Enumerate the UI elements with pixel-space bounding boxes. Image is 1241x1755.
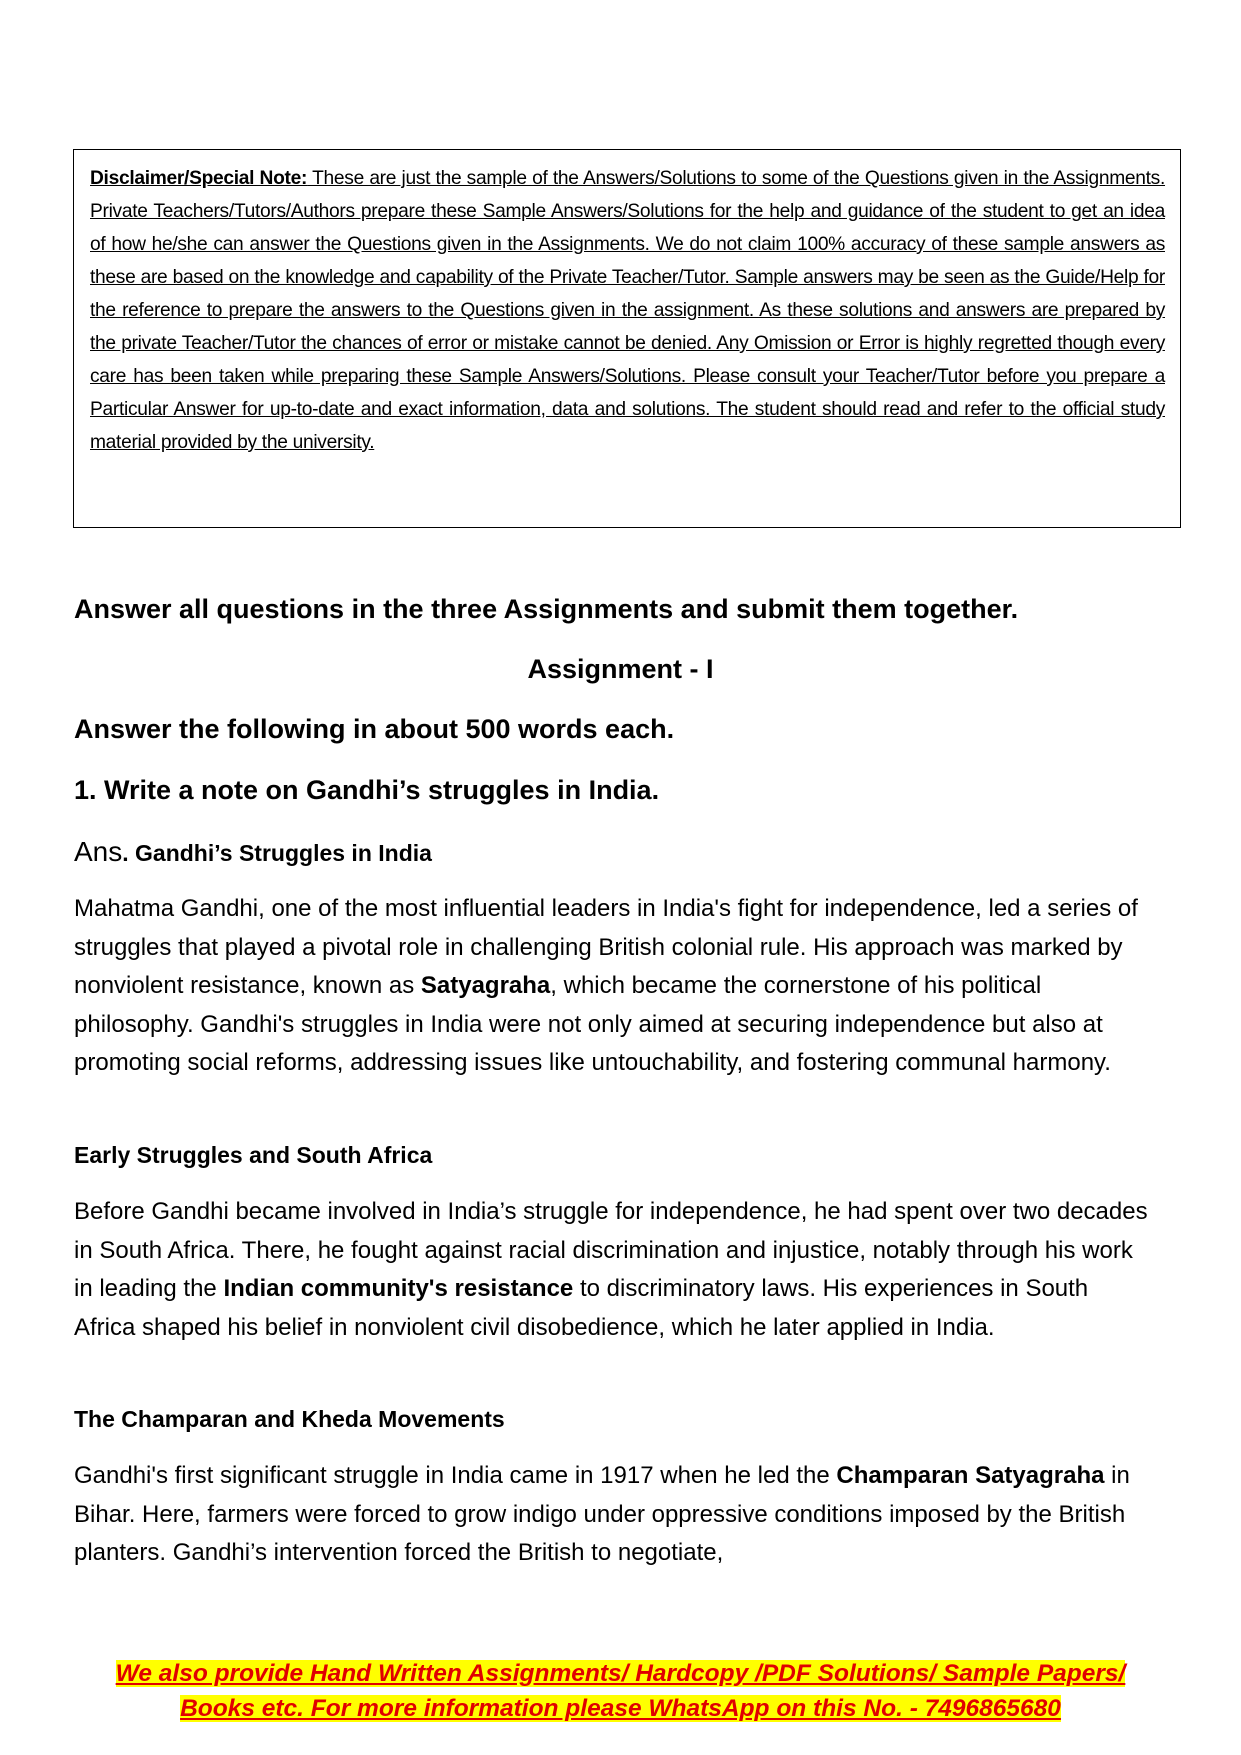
section-heading-early-struggles: Early Struggles and South Africa [74,1142,433,1168]
paragraph-champaran [74,1457,1154,1573]
question-heading: 1. Write a note on Gandhi’s struggles in India. [74,775,660,805]
assignment-title: Assignment - I [527,654,714,684]
paragraph-intro [74,890,1154,1083]
answer-dot: . [122,840,136,866]
disclaimer-body: These are just the sample of the Answers/Solutions to some of the Questions given in the Assignments. Private Teachers/Tutors/Authors prepare these Sample Answers/Solutions for the help and guidance of the student to get an idea of how he/she can answer the Questions given in the Assignments. We do not claim 100% accuracy of these sample answers as these are based on the knowledge and capability of the Private Teacher/Tutor. Sample answers may be seen as the Guide/Help for the reference to prepare the answers to the Questions given in the assignment. As these solutions and answers are prepared by the private Teacher/Tutor the chances of error or mistake cannot be denied. Any Omission or Error is highly regretted though every care has been taken while preparing these Sample Answers/Solutions. Please consult your Teacher/Tutor before you prepare a Particular Answer for up-to-date and exact information, data and solutions. The student should read and refer to the official study material provided by the university. [90,168,1166,453]
answer-title: Gandhi’s Struggles in India [135,840,432,866]
text: Before Gandhi became involved in India’s struggle for independence, he had spent over two decades in South Africa. There, he fought against racial discrimination and injustice, notably through his work in leading the [74,1198,1148,1302]
paragraph-south-africa [74,1193,1154,1347]
bold-term: Satyagraha [420,972,551,999]
section-heading-champaran: The Champaran and Kheda Movements [74,1406,505,1432]
sub-instruction: Answer the following in about 500 words each. [74,714,675,744]
text: to discriminatory laws. His experiences in South Africa shaped his belief in nonviolent civil disobedience, which he later applied in India. [74,1275,1089,1341]
answer-prefix: Ans [74,836,123,867]
footer-advertisement [0,1656,1241,1726]
disclaimer-label: Disclaimer/Special Note: [90,168,308,189]
text: in Bihar. Here, farmers were forced to grow indigo under oppressive conditions imposed by the British planters. Gandhi’s intervention forced the British to negotiate, [74,1462,1130,1566]
instruction-heading: Answer all questions in the three Assignments and submit them together. [74,594,1019,624]
footer-line-2: Books etc. For more information please WhatsApp on this No. - 7496865680 [180,1695,1061,1722]
text: , which became the cornerstone of his political philosophy. Gandhi's struggles in India were not only aimed at securing independence but also at promoting social reforms, addressing issues like untouchability, and fostering communal harmony. [74,972,1111,1076]
text: Mahatma Gandhi, one of the most influential leaders in India's fight for independence, led a series of struggles that played a pivotal role in challenging British colonial rule. His approach was marked by nonviolent resistance, known as [74,895,1138,999]
disclaimer-box [73,149,1181,528]
disclaimer-text [90,162,1165,459]
footer-line-1: We also provide Hand Written Assignments/ Hardcopy /PDF Solutions/ Sample Papers/ [115,1660,1126,1687]
text: Gandhi's first significant struggle in India came in 1917 when he led the [74,1462,837,1489]
bold-term: Champaran Satyagraha [836,1462,1105,1489]
bold-term: Indian community's resistance [223,1275,574,1302]
answer-heading [74,836,432,868]
